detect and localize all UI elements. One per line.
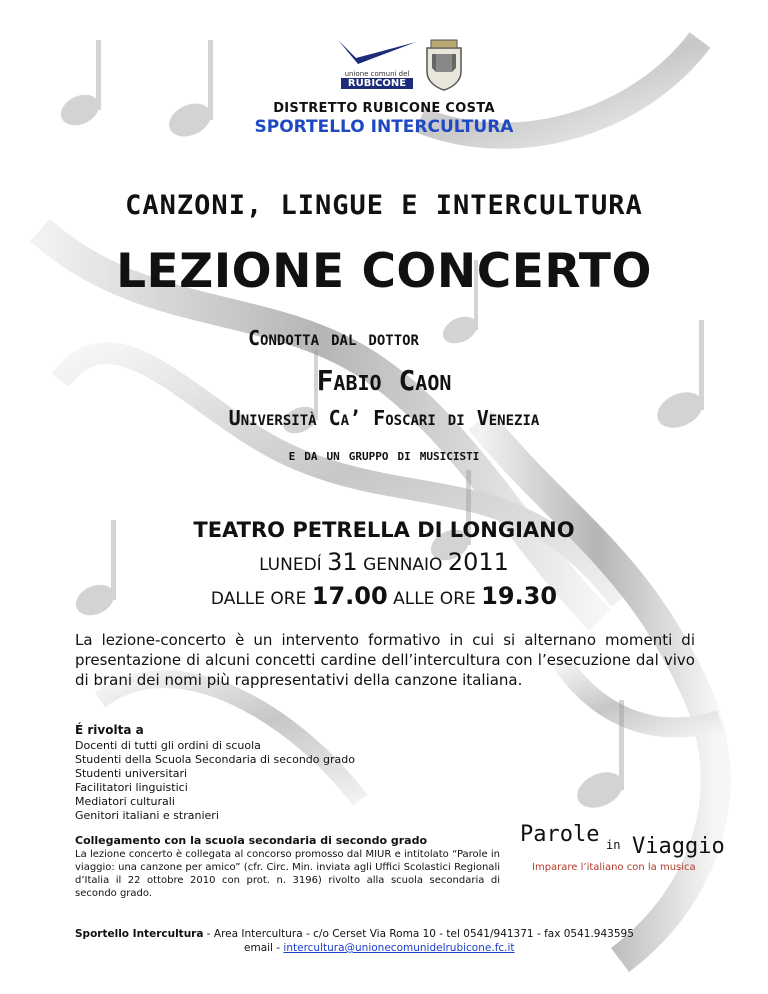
event-description: La lezione-concerto è un intervento formativo in cui si alternano momenti di presentazione di alcuni concetti cardine dell’intercultura con l’esecuzione dal vivo di brani dei nomi più rappresentativi della canzone italiana.: [75, 631, 695, 689]
office-name: SPORTELLO INTERCULTURA: [254, 117, 514, 137]
date-day-prefix: LUNEDÍ: [259, 555, 322, 575]
coat-of-arms-icon: [423, 38, 465, 92]
time-to-label: ALLE ORE: [393, 589, 476, 609]
audience-heading: É rivolta a: [75, 723, 144, 737]
venue-time: [0, 582, 768, 610]
time-end: 19.30: [481, 582, 558, 610]
led-by-label: Condotta dal dottor: [248, 326, 419, 350]
union-logo-line1: unione comuni del: [344, 70, 410, 78]
footer-line2: [244, 942, 515, 954]
school-link-text: La lezione concerto è collegata al concorso promosso dal MIUR e intitolato “Parole in viaggio: una canzone per amico” (cfr. Circ. Min. inviata agli Uffici Scolastici Regionali d’Italia il 22 ottobre 2010 con prot. n. 3196) rivolto alla scuola secondaria di secondo grado.: [75, 849, 500, 899]
list-item: Genitori italiani e stranieri: [75, 809, 219, 822]
list-item: Mediatori culturali: [75, 795, 175, 808]
footer-org: Sportello Intercultura: [75, 928, 204, 940]
event-subtitle: CANZONI, LINGUE E INTERCULTURA: [125, 190, 643, 221]
list-item: Studenti della Scuola Secondaria di secondo grado: [75, 753, 355, 766]
district-name: DISTRETTO RUBICONE COSTA: [273, 101, 495, 116]
brand-word-viaggio: Viaggio: [632, 834, 725, 859]
parole-in-viaggio-logo: [520, 818, 730, 878]
footer-line1: [75, 928, 695, 940]
musicians-line: e da un gruppo di musicisti: [288, 446, 480, 464]
date-year: 2011: [447, 548, 509, 576]
list-item: Studenti universitari: [75, 767, 188, 780]
brand-word-parole: Parole: [520, 822, 600, 847]
list-item: Docenti di tutti gli ordini di scuola: [75, 739, 261, 752]
time-start: 17.00: [311, 582, 388, 610]
date-month: GENNAIO: [363, 555, 443, 575]
footer-details: - Area Intercultura - c/o Cerset Via Roma 10 - tel 0541/941371 - fax 0541.943595: [203, 928, 634, 940]
footer-email-link[interactable]: intercultura@unionecomunidelrubicone.fc.it: [283, 942, 515, 954]
venue-date: [0, 548, 768, 576]
bird-swoosh-icon: [336, 38, 418, 66]
date-day-number: 31: [327, 548, 358, 576]
brand-tagline: Imparare l’italiano con la musica: [532, 862, 696, 873]
event-title: LEZIONE CONCERTO: [116, 244, 652, 299]
venue-theatre: TEATRO PETRELLA DI LONGIANO: [193, 518, 575, 542]
union-logo: [336, 38, 418, 92]
audience-list: [75, 739, 355, 823]
university-name: Università Ca’ Foscari di Venezia: [228, 406, 540, 430]
time-from-label: DALLE ORE: [210, 589, 307, 609]
footer-email-label: email -: [244, 942, 284, 954]
school-link-heading: Collegamento con la scuola secondaria di secondo grado: [75, 834, 428, 847]
brand-word-in: in: [606, 838, 621, 852]
speaker-name: Fabio Caon: [316, 364, 452, 397]
union-logo-line2: RUBICONE: [341, 78, 413, 89]
list-item: Facilitatori linguistici: [75, 781, 188, 794]
